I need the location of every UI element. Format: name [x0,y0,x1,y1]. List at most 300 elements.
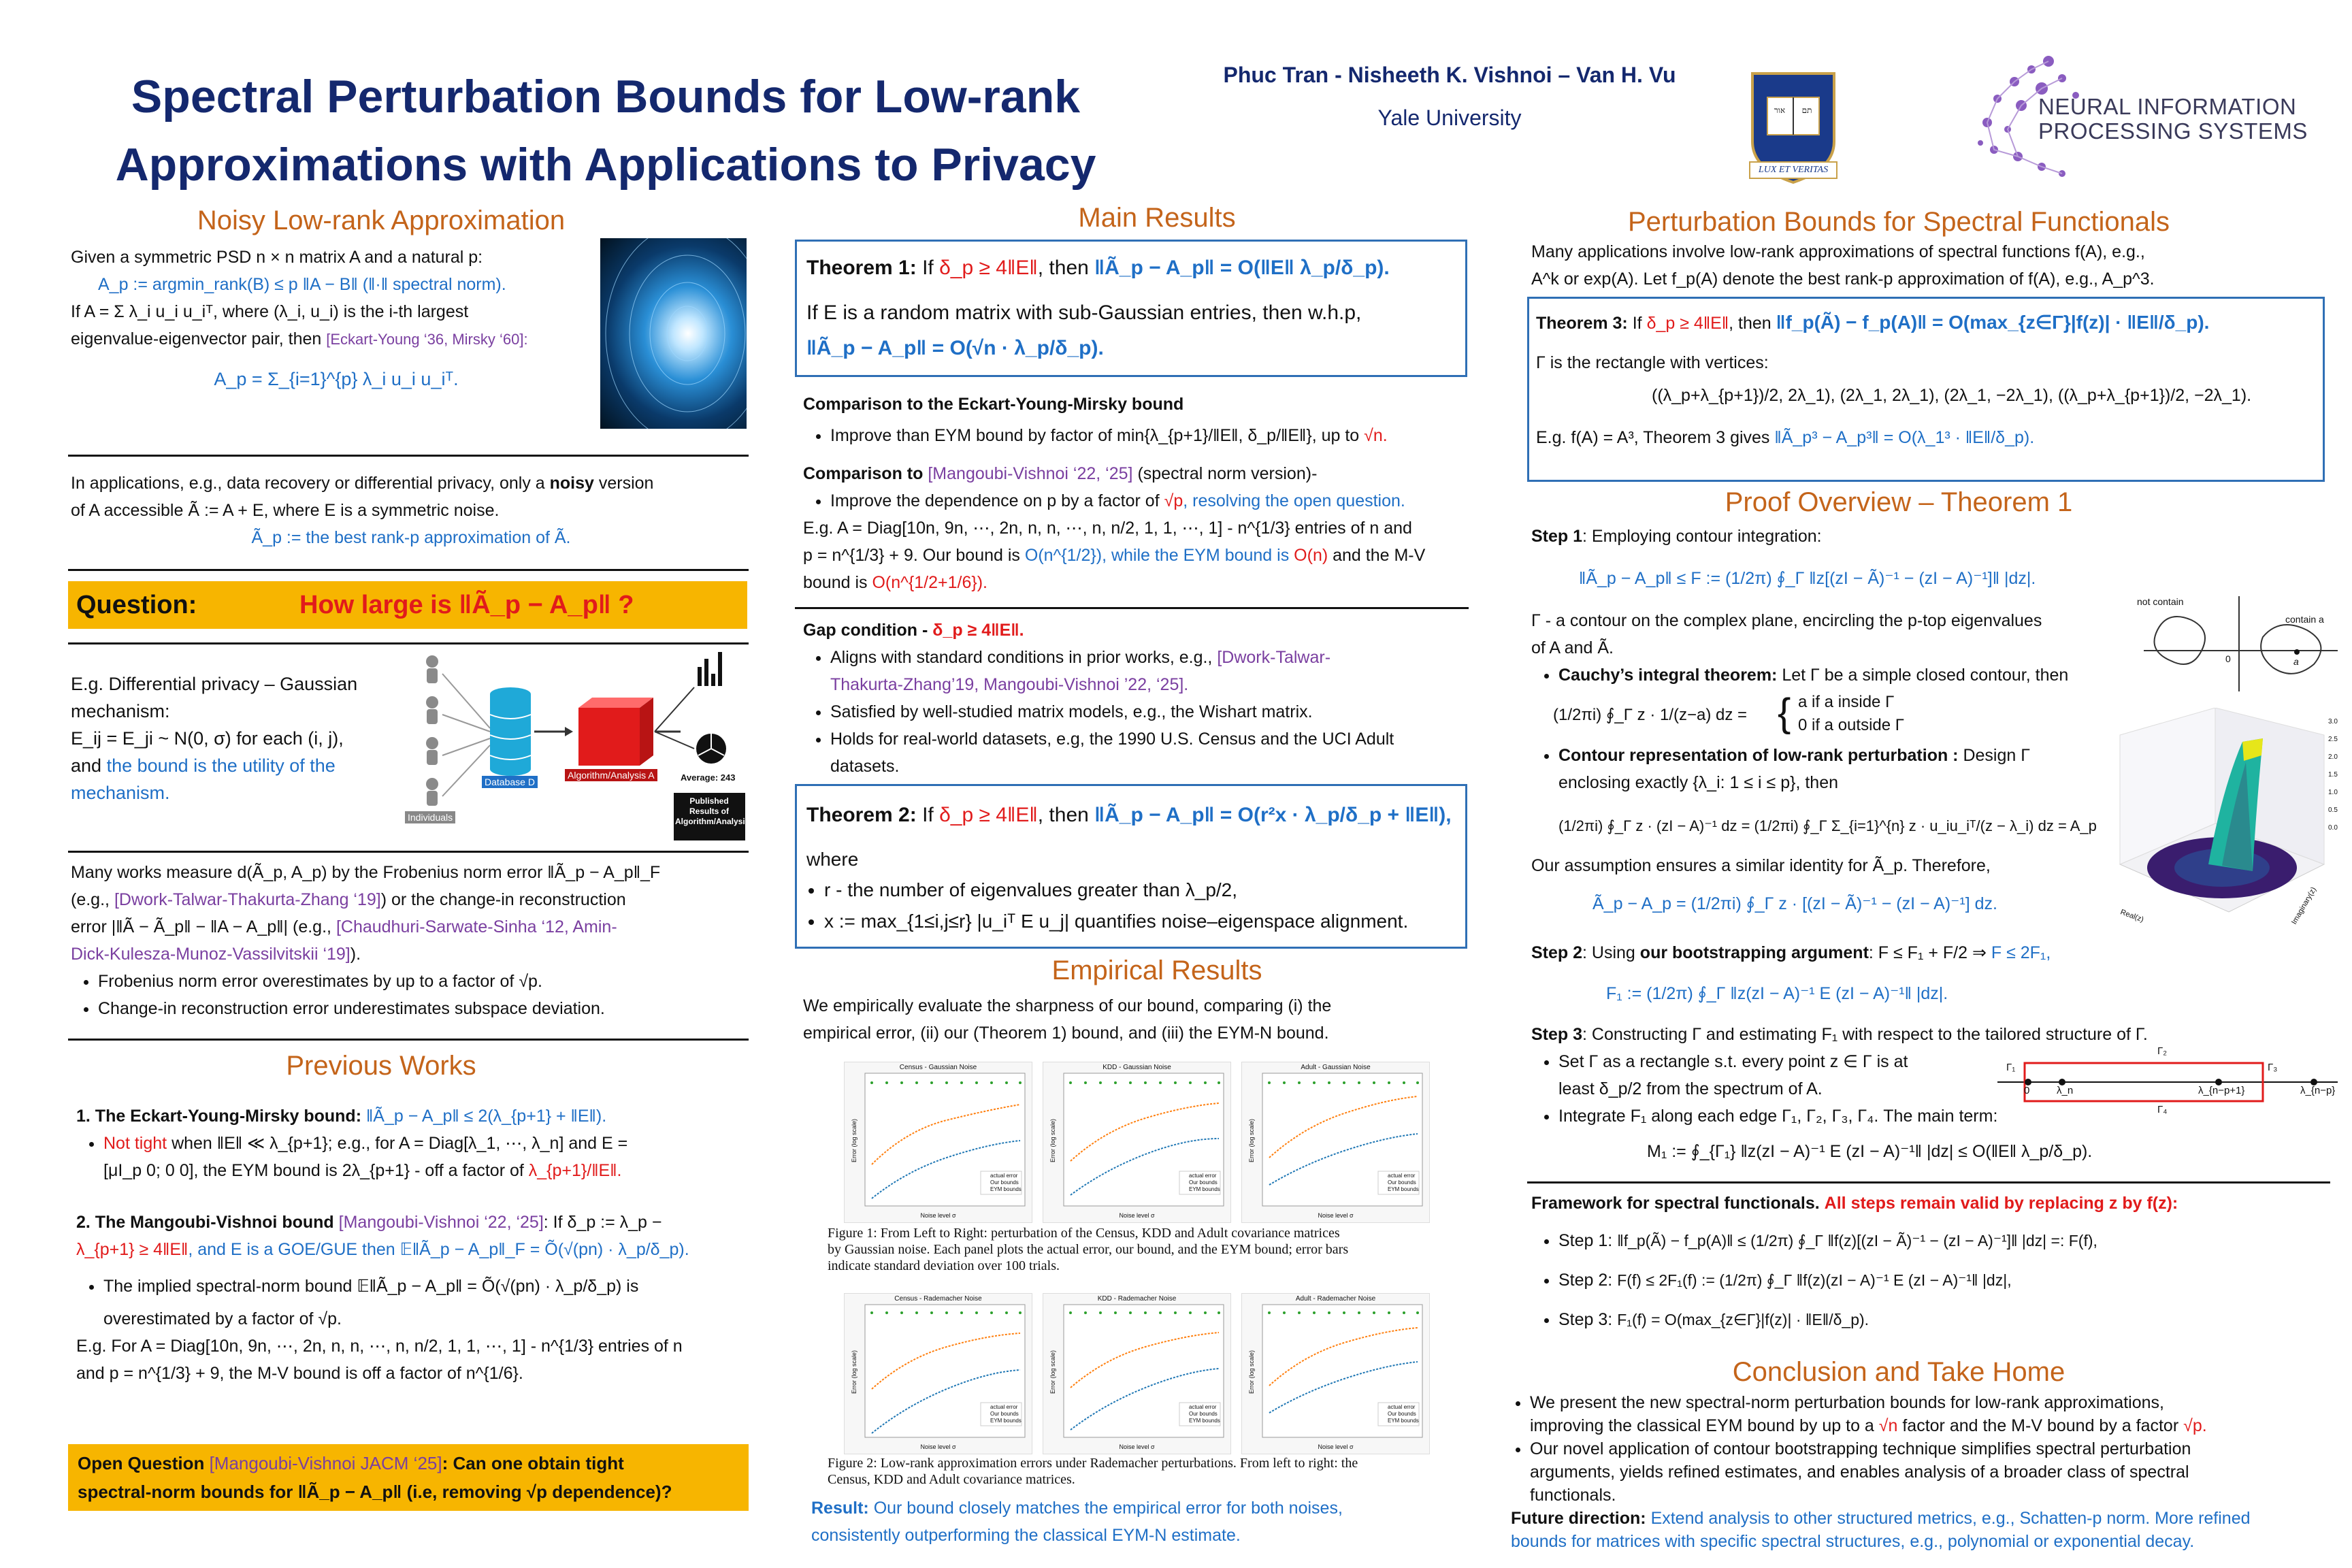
rect-label-g4: Γ₄ [2157,1104,2168,1115]
legend-ours: Our bounds [1189,1179,1218,1186]
divider-5 [68,1039,749,1041]
assump-line: Our assumption ensures a similar identity for Ã_p. Therefore, [1531,856,1991,875]
s2-text1: : Using [1582,943,1635,962]
thm3-if: If [1632,314,1642,333]
future-line-2: bounds for matrices with specific spectral structures, e.g., polynomial or exponential decay. [1511,1532,2195,1551]
cauchy-head: Cauchy’s integral theorem: [1558,666,1778,685]
cmp-mv-eg2c: , while the EYM bound is [1102,546,1290,565]
mv-l2b: , and E is a GOE/GUE then 𝔼‖Ã_p − A_p‖_F = Õ(√(pn) · λ_p/δ_p). [188,1240,689,1259]
frob-l3b: [Chaudhuri-Sarwate-Sinha ‘12, Amin- [336,917,617,936]
contour-contain-a: contain a [2285,614,2324,625]
thm2-cond: δ_p ≥ 4‖E‖ [939,804,1038,826]
cmp-mv-ref: [Mangoubi-Vishnoi ‘22, ‘25] [928,464,1133,483]
s2-text4: F ≤ 2F₁, [1991,943,2051,962]
cmp-mv-eg2b: O(n^{1/2}) [1024,546,1102,565]
figure-2-caption [828,1455,1447,1488]
rect-label-zero: 0 [2024,1085,2030,1096]
figure-1-caption [828,1225,1447,1274]
fig2-ylabel-kdd: Error (log scale) [1049,1350,1056,1394]
concl-b1c: √n [1878,1416,1898,1435]
legend-actual: actual error [1189,1404,1217,1410]
legend-actual: actual error [1388,1173,1416,1179]
section-pb-title: Perturbation Bounds for Spectral Functionals [1628,207,2170,237]
thm2-then: , then [1037,804,1089,826]
noisy-line-4-text: eigenvalue-eigenvector pair, then [71,329,322,348]
eym-head: 1. The Eckart-Young-Mirsky bound: [76,1107,362,1126]
legend-actual: actual error [1388,1404,1416,1410]
fw-s2-label: Step 2: [1558,1271,1613,1290]
s2-eq: F₁ := (1/2π) ∮_Γ ‖z(zI − A)⁻¹ E (zI − A)⁻¹‖ |dz|. [1606,984,1948,1003]
surface-plot [2106,708,2341,943]
fig1-legend-adult [1388,1173,1419,1193]
legend-ours: Our bounds [1388,1411,1416,1417]
noisy-app-block [71,470,751,551]
result-label: Result: [811,1499,869,1518]
fig1-legend-census [990,1173,1022,1193]
fig2-legend-kdd [1189,1404,1220,1424]
thm1-line-1 [806,257,1390,280]
divider-2 [68,569,749,571]
contour-text2: enclosing exactly {λ_i: 1 ≤ i ≤ p}, then [1558,773,1839,792]
cmp-mv-eg2a: p = n^{1/3} + 9. Our bound is [803,546,1020,565]
frob-l4b: Dick-Kulesza-Munoz-Vassilvitskii ‘19] [71,945,350,964]
mv-cond2: λ_{p+1} ≥ 4‖E‖ [76,1240,189,1259]
surf-ticks [2328,713,2338,837]
gap-cond: δ_p ≥ 4‖E‖. [932,621,1024,640]
open-question-box [68,1444,749,1511]
eym-bound: ‖Ã_p − A_p‖ ≤ 2(λ_{p+1} + ‖E‖). [365,1107,607,1126]
fig2-title-adult: Adult - Rademacher Noise [1295,1295,1376,1303]
cmp-mv-b1a: Improve the dependence on p by a factor of [830,491,1160,510]
s3-bullet-2: • Integrate F₁ along each edge Γ₁, Γ₂, Γ₃, Γ₄. The main term: [1558,1102,2334,1130]
theorem-2-box [795,784,1467,949]
figure-2 [844,1293,1429,1453]
thm3-line-1 [1536,311,2209,333]
concl-b2b: arguments, yields refined estimates, and enables analysis of a broader class of spectral [1530,1463,2189,1482]
surf-axis-imag: Imaginary(z) [2290,885,2319,926]
legend-actual: actual error [990,1404,1018,1410]
surf-tick: 1.5 [2328,771,2338,779]
fw-step-3 [1558,1300,2341,1339]
cmp-mv-head: Comparison to [803,464,924,483]
fig2-title-kdd: KDD - Rademacher Noise [1097,1295,1177,1303]
s1-l3: of A and Ã. [1531,638,1614,657]
fig1-panel-adult [1241,1062,1430,1223]
contour-rep [1531,742,2117,917]
gap-bullet-3 [830,725,1477,780]
legend-ours: Our bounds [990,1179,1019,1186]
question-label: Question: [76,591,197,619]
s2-head: Step 2 [1531,943,1583,962]
gap-b3: Holds for real-world datasets, e.g, the 1990 U.S. Census and the UCI Adult [830,730,1394,749]
thm3-line-4 [1536,428,2034,448]
future-l1: Extend analysis to other structured metrics, e.g., Schatten-p norm. More refined [1650,1509,2251,1528]
frob-line-3 [71,913,751,941]
contour-zero: 0 [2225,653,2231,664]
conclusion-block [1511,1391,2341,1553]
cmp-eym-b1b: √n. [1364,426,1388,445]
noisy-line-7: of A accessible Ã := A + E, where E is a symmetric noise. [71,501,500,520]
fig1-ylabel-adult: Error (log scale) [1248,1119,1255,1163]
cauchy-case-2: 0 if a outside Γ [1798,716,1904,734]
thm3-cond: δ_p ≥ 4‖E‖ [1646,314,1729,333]
cmp-eym-head: Comparison to the Eckart-Young-Mirsky bound [803,395,1184,414]
thm3-line-2: Γ is the rectangle with vertices: [1536,353,1769,372]
prev-block [76,1102,750,1387]
thm2-bullet-2: • x := max_{1≤i,j≤r} |u_iᵀ E u_j| quantifies noise–eigenspace alignment. [824,906,1408,937]
s3-text: : Constructing Γ and estimating F₁ with respect to the tailored structure of Γ. [1582,1025,2148,1044]
cap2-l1: Figure 2: Low-rank approximation errors under Rademacher perturbations. From left to right: the [828,1456,1358,1471]
svg-text:אור: אור [1774,105,1786,115]
fig-database: Database D [482,776,538,788]
section-main-title: Main Results [1078,203,1236,233]
fig1-xlabel-kdd: Noise level σ [1119,1212,1155,1219]
mv-cond1: : If δ_p := λ_p − [543,1213,662,1232]
gap-head-line [803,617,1477,644]
pb-intro [1531,238,2334,293]
gap-b3b: datasets. [830,757,900,776]
thm1-then: , then [1037,257,1089,279]
pb-line-1: Many applications involve low-rank approximations of spectral functions f(A), e.g., [1531,242,2145,261]
rect-label-lnp1: λ_{n−p+1} [2198,1085,2245,1096]
legend-eym: EYM bounds [990,1418,1022,1424]
yale-seal [1746,67,1841,189]
contour-head: Contour representation of low-rank perturbation : [1558,746,1959,765]
mv-eg-2: and p = n^{1/3} + 9, the M-V bound is off a factor of n^{1/6}. [76,1364,523,1383]
open-ref: [Mangoubi-Vishnoi JACM ‘25] [209,1453,442,1473]
frob-line-2 [71,886,751,913]
fig1-xlabel-adult: Noise level σ [1318,1212,1354,1219]
noisy-line-4-ref: [Eckart-Young ‘36, Mirsky ‘60]: [326,331,528,348]
concl-b2c: functionals. [1530,1486,1616,1505]
contour-bullets [1531,742,2117,796]
assump-eq: Ã_p − A_p = (1/2πi) ∮_Γ z · [(zI − Ã)⁻¹ − (zI − A)⁻¹] dz. [1592,894,1997,913]
noisy-line-6c: version [598,474,654,493]
fw-s3-label: Step 3: [1558,1310,1613,1329]
gap-b1a: Aligns with standard conditions in prior works, e.g., [830,648,1213,667]
rect-label-g1: Γ₁ [2006,1062,2016,1073]
dp-line-4 [71,752,411,779]
cmp-mv-eg2e: and the M-V [1333,546,1426,565]
surf-tick: 3.0 [2328,718,2338,725]
gap-b1b: [Dwork-Talwar- [1217,648,1331,667]
cap1-l3: indicate standard deviation over 100 trials. [828,1258,1060,1273]
fig1-ylabel-kdd: Error (log scale) [1049,1119,1056,1163]
s3-eq: M₁ := ∮_{Γ₁} ‖z(zI − A)⁻¹ E (zI − A)⁻¹‖ |dz| ≤ O(‖E‖ λ_p/δ_p). [1647,1142,2093,1161]
dp-line-1: E.g. Differential privacy – Gaussian [71,674,358,694]
contour-a: a [2293,656,2299,667]
frob-block [71,859,751,1022]
s2-text2: our bootstrapping argument [1639,943,1869,962]
dp-line-5: mechanism. [71,783,170,803]
thm1-bound: ‖Ã_p − A_p‖ = O(‖E‖ λ_p/δ_p). [1094,257,1390,279]
fig-algorithm: Algorithm/Analysis A [565,769,657,781]
fig1-legend-kdd [1189,1173,1220,1193]
eym-bullet-1 [103,1130,750,1157]
noisy-line-6 [71,470,751,497]
concl-bullet-2 [1530,1437,2341,1507]
cauchy-equation [1553,691,2029,739]
legend-actual: actual error [1189,1173,1217,1179]
emp-line-1: We empirically evaluate the sharpness of our bound, comparing (i) the [803,996,1332,1015]
fig2-xlabel-adult: Noise level σ [1318,1443,1354,1450]
gap-bullet-2: • Satisfied by well-studied matrix models, e.g., the Wishart matrix. [830,698,1477,725]
open-text1: : Can one obtain tight [442,1453,624,1473]
cmp-eym-bullet-1 [830,422,1484,449]
fig2-legend-census [990,1404,1022,1424]
future-line-1 [1511,1507,2341,1530]
dp-line-2: mechanism: [71,701,170,721]
thm2-line-1 [806,804,1452,827]
legend-eym: EYM bounds [1189,1418,1220,1424]
mv-line-4: overestimated by a factor of √p. [103,1309,342,1328]
mv-bullets [76,1273,750,1300]
cauchy-lhs: (1/2πi) ∮_Γ z · 1/(z−a) dz = [1553,706,1748,724]
fw-step-2 [1558,1260,2341,1300]
s1-eq: ‖Ã_p − A_p‖ ≤ F := (1/2π) ∮_Γ ‖z[(zI − Ã)⁻¹ − (zI − A)⁻¹]‖ |dz|. [1579,569,2036,588]
fig1-xlabel-census: Noise level σ [920,1212,956,1219]
seal-motto: LUX ET VERITAS [1758,165,1829,175]
pb-line-2: A^k or exp(A). Let f_p(A) denote the best rank-p approximation of f(A), e.g., A_p^3. [1531,270,2155,289]
legend-ours: Our bounds [1388,1179,1416,1186]
thm3-then: , then [1729,314,1771,333]
surf-tick: 2.5 [2328,736,2338,743]
concl-b1b: improving the classical EYM bound by up to a [1530,1416,1874,1435]
fig-individuals: Individuals [405,811,455,823]
result-l1: Our bound closely matches the empirical error for both noises, [873,1499,1343,1518]
thm2-bullets [797,875,1408,937]
mv-ref: [Mangoubi-Vishnoi ‘22, ‘25] [338,1213,544,1232]
s1-l2: Γ - a contour on the complex plane, encircling the p-top eigenvalues [1531,611,2042,630]
fw-red: All steps remain valid by replacing z by f(z): [1824,1194,2178,1213]
legend-eym: EYM bounds [1388,1186,1419,1192]
noisy-line-6b: noisy [549,474,594,493]
fw-step-1 [1558,1221,2341,1260]
gap-head: Gap condition - [803,621,928,640]
noisy-text-block [71,244,602,393]
cmp-mv-eg-2 [803,542,1484,569]
legend-ours: Our bounds [1189,1411,1218,1417]
thm2-if: If [922,804,934,826]
legend-eym: EYM bounds [1189,1186,1220,1192]
legend-eym: EYM bounds [1388,1418,1419,1424]
authors: Phuc Tran - Nisheeth K. Vishnoi – Van H. Vu [1223,63,1676,87]
neurips-logo [1967,48,2321,191]
rectangle-contour-diagram [1994,1041,2341,1123]
fw-s1: ‖f_p(Ã) − f_p(A)‖ ≤ (1/2π) ∮_Γ ‖f(z)[(zI − Ã)⁻¹ − (zI − A)⁻¹]‖ |dz| =: F(f), [1617,1232,2097,1250]
fig2-ylabel-census: Error (log scale) [851,1350,858,1394]
surf-tick: 0.0 [2328,824,2338,832]
open-question-line-2: spectral-norm bounds for ‖Ã_p − A_p‖ (i.e, removing √p dependence)? [78,1482,672,1502]
frob-line-4 [71,941,751,968]
concl-b1a: We present the new spectral-norm perturbation bounds for low-rank approximations, [1530,1393,2164,1412]
legend-actual: actual error [990,1173,1018,1179]
dp-text-block [71,670,411,806]
concl-bullet-1 [1530,1391,2341,1437]
fig2-xlabel-kdd: Noise level σ [1119,1443,1155,1450]
fig2-panel-adult [1241,1293,1430,1454]
contour-bullet [1558,742,2117,796]
cmp-mv-bullet-1 [830,487,1484,514]
thm1-if: If [922,257,934,279]
frob-l2b: [Dwork-Talwar-Thakurta-Zhang ‘19] [114,890,381,909]
neurips-text-line1: NEURAL INFORMATION [2038,94,2297,119]
fig1-title-adult: Adult - Gaussian Noise [1301,1064,1371,1071]
svg-text:תם: תם [1801,105,1812,115]
fw-head: Framework for spectral functionals. [1531,1194,1820,1213]
divider-3 [68,642,749,644]
fig2-panel-census [844,1293,1032,1454]
dp-line-4b: the bound is the utility of the [106,755,336,776]
cmp-mv-b1b: √p [1164,491,1183,510]
thm1-cond: δ_p ≥ 4‖E‖ [939,257,1038,279]
rect-label-g3: Γ₃ [2268,1062,2278,1073]
fig2-ylabel-adult: Error (log scale) [1248,1350,1255,1394]
cauchy-brace: { [1778,691,1791,735]
thm1-line-2: If E is a random matrix with sub-Gaussian entries, then w.h.p, [806,301,1362,324]
frob-l2c: ) or the change-in reconstruction [380,890,626,909]
thm3-bound: ‖f_p(Ã) − f_p(A)‖ = O(max_{z∈Γ}|f(z)| · ‖E‖/δ_p). [1776,312,2210,333]
open-question-line-1 [78,1450,624,1477]
dp-line-3: E_ij = E_ji ~ N(0, σ) for each (i, j), [71,728,344,749]
thm2-bullet-1: • r - the number of eigenvalues greater than λ_p/2, [824,875,1408,906]
frob-l2a: (e.g., [71,890,110,909]
cmp-mv-eg-3 [803,569,1484,596]
rect-label-g2: Γ₂ [2157,1045,2168,1057]
surf-tick: 2.0 [2328,753,2338,761]
noisy-line-5: A_p = Σ_{i=1}^{p} λ_i u_i u_iᵀ. [214,369,459,389]
dp-line-4a: and [71,755,102,776]
cmp-mv-b1c: , resolving the open question. [1183,491,1405,510]
rect-label-lnp: λ_{n−p} [2300,1085,2336,1096]
fig2-legend-adult [1388,1404,1419,1424]
thm2-where: where [806,849,859,870]
framework-block [1531,1190,2341,1339]
gap-bullets [803,644,1477,780]
s1-head: Step 1 [1531,527,1583,546]
cmp-mv-bullets [803,487,1484,514]
cap2-l2: Census, KDD and Adult covariance matrices. [828,1472,1075,1487]
fw-head-line [1531,1190,2341,1217]
thm3-l4b: ‖Ã_p³ − A_p³‖ = O(λ_1³ · ‖E‖/δ_p). [1774,428,2035,447]
cmp-mv-eg3a: bound is [803,573,868,592]
concl-b1d: factor and the M-V bound by a factor [1902,1416,2179,1435]
gap-block [803,617,1477,780]
thm3-line-3: ((λ_p+λ_{p+1})/2, 2λ_1), (2λ_1, 2λ_1), (2λ_1, −2λ_1), ((λ_p+λ_{p+1})/2, −2λ_1). [1652,386,2252,405]
concl-b1e: √p. [2183,1416,2207,1435]
mv-head: 2. The Mangoubi-Vishnoi bound [76,1213,334,1232]
contour-eq: (1/2πi) ∮_Γ z · (zI − A)⁻¹ dz = (1/2πi) ∮_Γ Σ_{i=1}^{n} z · u_iu_iᵀ/(z − λ_i) dz = A_p [1558,817,2097,834]
fig2-xlabel-census: Noise level σ [920,1443,956,1450]
surf-tick: 1.0 [2328,789,2338,796]
eym-b1b: when ‖E‖ ≪ λ_{p+1}; e.g., for A = Diag[λ_1, ⋯, λ_n] and E = [172,1134,628,1153]
noisy-line-1: Given a symmetric PSD n × n matrix A and a natural p: [71,248,483,267]
cap1-l2: by Gaussian noise. Each panel plots the actual error, our bound, and the EYM bound; error bars [828,1242,1349,1257]
theorem-3-box [1527,297,2325,482]
eym-head-line [76,1102,750,1130]
noisy-line-3: If A = Σ λ_i u_i u_iᵀ, where (λ_i, u_i) is the i-th largest [71,302,469,321]
theorem-1-box [795,240,1467,377]
cauchy-text: Let Γ be a simple closed contour, then [1782,666,2069,685]
title-line-1: Spectral Perturbation Bounds for Low-rank [131,71,1081,122]
rect-label-ln: λ_n [2057,1085,2074,1096]
poster-title [61,63,1150,199]
fw-s1-label: Step 1: [1558,1231,1613,1250]
surf-axis-real: Real(z) [2119,908,2145,924]
s1-text: : Employing contour integration: [1582,527,1822,546]
fig1-panel-census [844,1062,1032,1223]
frob-line-1: Many works measure d(Ã_p, A_p) by the Frobenius norm error ‖Ã_p − A_p‖_F [71,863,661,882]
result-line-1 [811,1494,1492,1522]
section-conclusion-title: Conclusion and Take Home [1732,1357,2065,1387]
s3-b1b: least δ_p/2 from the spectrum of A. [1558,1079,1823,1098]
contour-diagram [2137,589,2341,698]
future-label: Future direction: [1511,1509,1646,1528]
noisy-line-2: A_p := argmin_rank(B) ≤ p ‖A − B‖ (‖·‖ spectral norm). [98,275,506,294]
eym-line-3 [76,1157,750,1184]
figure-1 [844,1062,1429,1222]
cauchy-case-1: a if a inside Γ [1798,693,1895,711]
contour-text1: Design Γ [1963,746,2031,765]
frob-l4c: ). [350,945,361,964]
contour-not-contain: not contain [2137,596,2184,607]
cap1-l1: Figure 1: From Left to Right: perturbation of the Census, KDD and Adult covariance matrices [828,1226,1340,1241]
open-label: Open Question [78,1453,205,1473]
legend-ours: Our bounds [990,1411,1019,1417]
noisy-line-4 [71,325,602,353]
eym-b1c: [μI_p 0; 0 0], the EYM bound is 2λ_{p+1} - off a factor of [103,1161,524,1180]
fig2-panel-kdd [1043,1293,1231,1454]
question-text: How large is ‖Ã_p − A_p‖ ? [299,591,634,619]
mv-bullet-1: • The implied spectral-norm bound 𝔼‖Ã_p − A_p‖ = Õ(√(pn) · λ_p/δ_p) is [103,1273,750,1300]
emp-line-2: empirical error, (ii) our (Theorem 1) bound, and (iii) the EYM-N bound. [803,1024,1329,1043]
thm1-label: Theorem 1: [806,257,917,279]
section-empirical-title: Empirical Results [1051,956,1262,985]
s3-head: Step 3 [1531,1025,1583,1044]
fig-average: Average: 243 [681,772,736,783]
legend-eym: EYM bounds [990,1186,1022,1192]
dp-mechanism-figure [402,647,749,844]
fig1-title-census: Census - Gaussian Noise [899,1064,977,1071]
data-tunnel-image [600,238,747,429]
cmp-mv-tail: (spectral norm version)- [1137,464,1318,483]
result-block [811,1494,1492,1549]
s2-line [1531,939,2334,966]
thm3-label: Theorem 3: [1536,314,1628,333]
eym-bullets [76,1130,750,1157]
result-line-2: consistently outperforming the classical EYM-N estimate. [811,1526,1241,1545]
gap-b1c: Thakurta-Zhang’19, Mangoubi-Vishnoi ’22, ‘25]. [830,675,1189,694]
cmp-eym-bullets [803,422,1484,449]
fig1-ylabel-census: Error (log scale) [851,1119,858,1163]
emp-intro [803,992,1484,1047]
mv-head-line [76,1209,750,1236]
mv-eg-1: E.g. For A = Diag[10n, 9n, ⋯, 2n, n, n, ⋯, n, n/2, 1, 1, ⋯, 1] - n^{1/3} entries of n [76,1337,683,1356]
concl-bullets [1511,1391,2341,1507]
fw-s3: F₁(f) = O(max_{z∈Γ}|f(z)| · ‖E‖/δ_p). [1617,1311,1869,1328]
divider-4 [68,851,749,853]
section-proof-title: Proof Overview – Theorem 1 [1725,487,2073,517]
thm2-label: Theorem 2: [806,804,917,826]
mv-line-2 [76,1236,750,1263]
frob-bullet-2: • Change-in reconstruction error underestimates subspace deviation. [98,995,751,1022]
section-prev-title: Previous Works [286,1051,476,1081]
frob-bullets [71,968,751,1022]
cmp-mv-eg3b: O(n^{1/2+1/6}). [872,573,987,592]
cmp-eym-b1a: Improve than EYM bound by factor of min{λ_{p+1}/‖E‖, δ_p/‖E‖}, up to [830,426,1360,445]
title-line-2: Approximations with Applications to Privacy [115,139,1096,191]
frob-bullet-1: • Frobenius norm error overestimates by up to a factor of √p. [98,968,751,995]
